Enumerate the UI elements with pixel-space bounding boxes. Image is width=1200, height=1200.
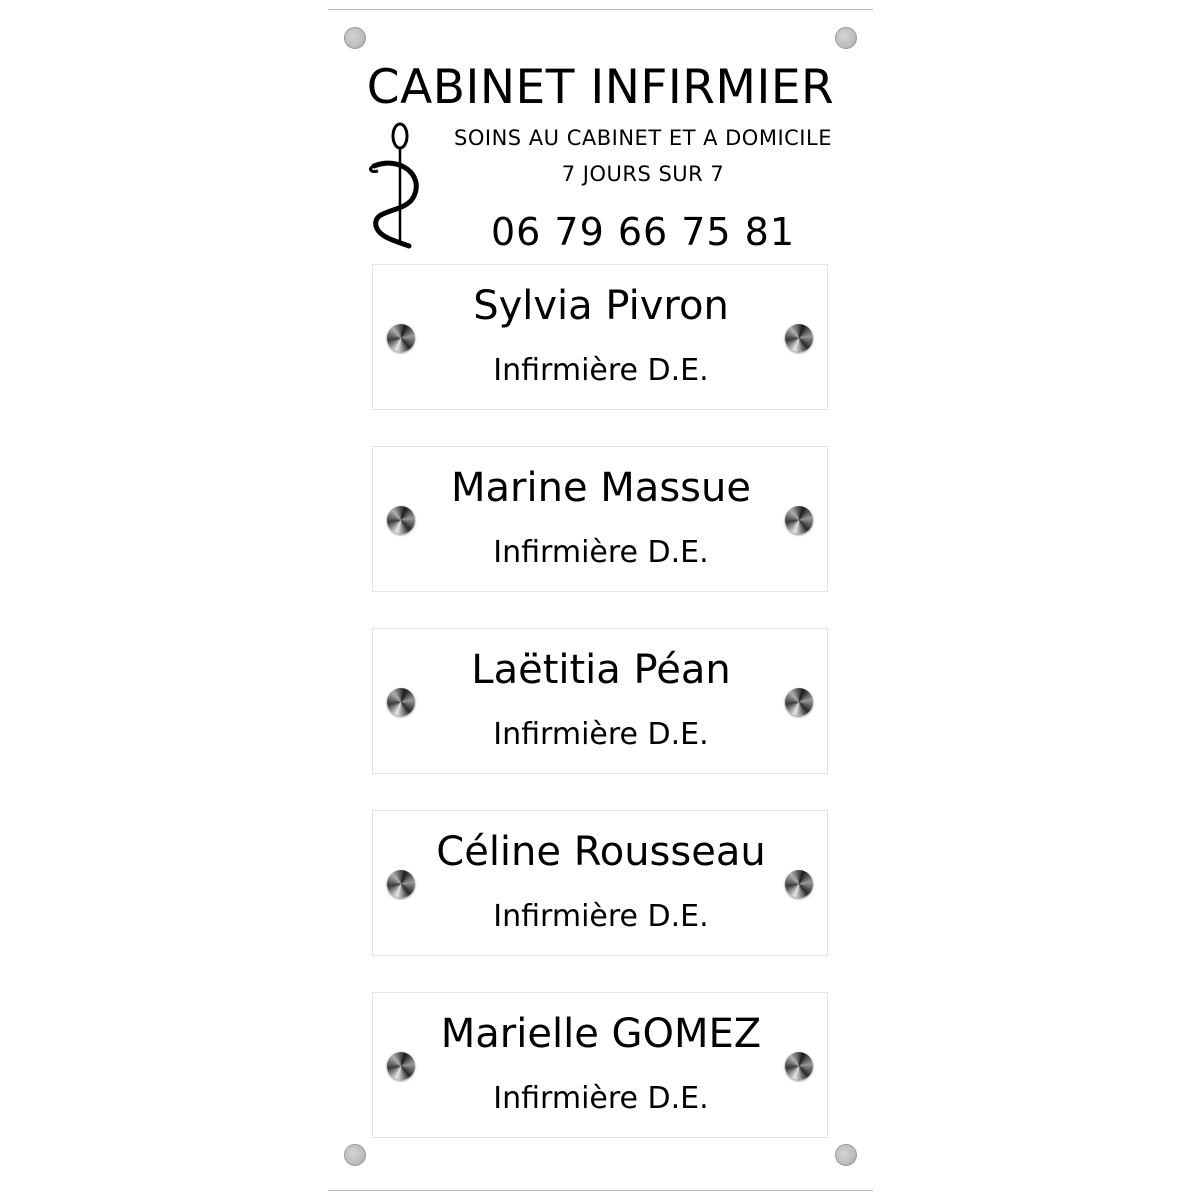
name-plate bbox=[372, 628, 828, 774]
name-plate bbox=[372, 264, 828, 410]
name-plate bbox=[372, 992, 828, 1138]
screw-icon bbox=[785, 688, 813, 716]
nurse-role: Infirmière D.E. bbox=[493, 535, 709, 570]
nurse-name: Laëtitia Péan bbox=[471, 647, 731, 693]
availability-line: 7 JOURS SUR 7 bbox=[561, 162, 725, 186]
nurse-name: Sylvia Pivron bbox=[473, 283, 729, 329]
sign-title: CABINET INFIRMIER bbox=[366, 60, 835, 115]
nurse-role: Infirmière D.E. bbox=[493, 353, 709, 388]
nurse-name: Marine Massue bbox=[451, 465, 751, 511]
nurse-role: Infirmière D.E. bbox=[493, 899, 709, 934]
caduceus-icon bbox=[364, 116, 434, 252]
nurse-name: Marielle GOMEZ bbox=[440, 1011, 762, 1057]
standoff-top-right bbox=[835, 27, 857, 49]
phone-number: 06 79 66 75 81 bbox=[490, 210, 796, 254]
services-line: SOINS AU CABINET ET A DOMICILE bbox=[454, 126, 832, 150]
standoff-bottom-right bbox=[835, 1144, 857, 1166]
nurse-office-sign bbox=[328, 9, 873, 1191]
nurse-role: Infirmière D.E. bbox=[493, 717, 709, 752]
name-plate bbox=[372, 446, 828, 592]
standoff-top-left bbox=[344, 27, 366, 49]
screw-icon bbox=[785, 506, 813, 534]
screw-icon bbox=[785, 324, 813, 352]
name-plate bbox=[372, 810, 828, 956]
standoff-bottom-left bbox=[344, 1144, 366, 1166]
screw-icon bbox=[785, 1052, 813, 1080]
nurse-role: Infirmière D.E. bbox=[493, 1081, 709, 1116]
screw-icon bbox=[785, 870, 813, 898]
nurse-name: Céline Rousseau bbox=[436, 829, 766, 875]
